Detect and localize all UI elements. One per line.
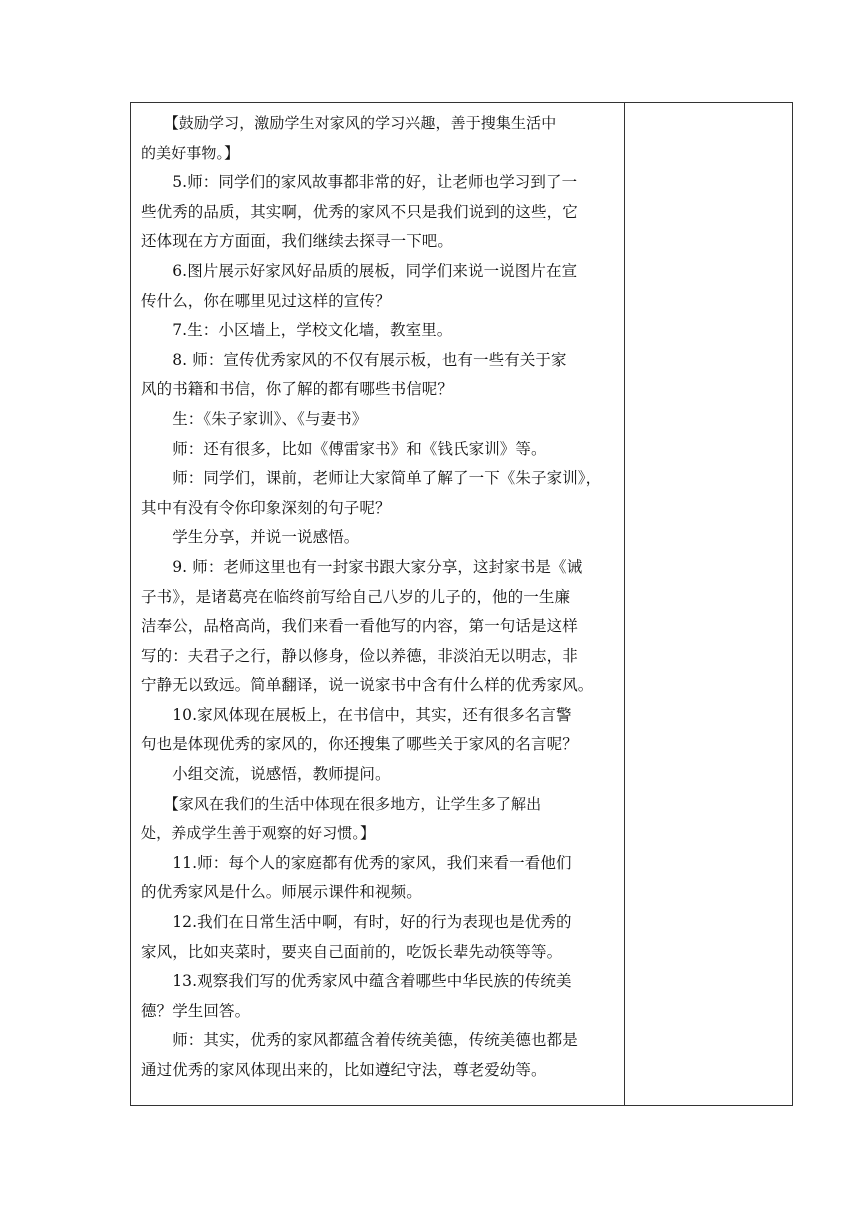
text-line: 处，养成学生善于观察的好习惯。】: [141, 824, 376, 843]
text-line: 句也是体现优秀的家风的，你还搜集了哪些关于家风的名言呢？: [141, 735, 578, 754]
text-line: 7.生：小区墙上，学校文化墙，教室里。: [141, 321, 453, 340]
lesson-table: [130, 102, 793, 1106]
text-line: 12.我们在日常生活中啊，有时，好的行为表现也是优秀的: [141, 913, 572, 932]
text-line: 师：还有很多，比如《傅雷家书》和《钱氏家训》等。: [141, 439, 547, 458]
text-line: 洁奉公，品格高尚，我们来看一看他写的内容，第一句话是这样: [141, 617, 578, 636]
lesson-content-cell: [131, 103, 624, 1105]
text-line: 德？学生回答。: [141, 1001, 251, 1020]
text-line: 通过优秀的家风体现出来的，比如遵纪守法，尊老爱幼等。: [141, 1061, 547, 1079]
text-line: 子书》，是诸葛亮在临终前写给自己八岁的儿子的，他的一生廉: [141, 587, 571, 606]
text-line: 师：同学们，课前，老师让大家简单了解了一下《朱子家训》，: [141, 469, 602, 488]
text-line: 【家风在我们的生活中体现在很多地方，让学生多了解出: [141, 794, 542, 813]
text-line: 5.师：同学们的家风故事都非常的好，让老师也学习到了一: [141, 173, 578, 192]
text-line: 生：《朱子家训》、《与妻书》: [141, 409, 368, 428]
text-line: 风的书籍和书信，你了解的都有哪些书信呢？: [141, 380, 454, 399]
text-line: 宁静无以致远。简单翻译，说一说家书中含有什么样的优秀家风。: [141, 676, 594, 695]
text-line: 6.图片展示好家风好品质的展板，同学们来说一说图片在宣: [141, 261, 578, 280]
text-line: 的优秀家风是什么。师展示课件和视频。: [141, 883, 422, 902]
text-line: 13.观察我们写的优秀家风中蕴含着哪些中华民族的传统美: [141, 972, 572, 991]
text-line: 写的：夫君子之行，静以修身，俭以养德，非淡泊无以明志，非: [141, 646, 578, 665]
text-line: 8. 师：宣传优秀家风的不仅有展示板，也有一些有关于家: [141, 350, 567, 369]
notes-cell: [625, 103, 792, 1105]
text-line: 师：其实，优秀的家风都蕴含着传统美德，传统美德也都是: [141, 1031, 578, 1050]
text-line: 些优秀的品质，其实啊，优秀的家风不只是我们说到的这些，它: [141, 202, 578, 221]
text-line: 家风，比如夹菜时，要夹自己面前的，吃饭长辈先动筷等等。: [141, 942, 563, 961]
text-line: 传什么，你在哪里见过这样的宣传？: [141, 291, 391, 310]
text-line: 的美好事物。】: [141, 143, 240, 162]
text-line: 9. 师：老师这里也有一封家书跟大家分享，这封家书是《诫: [141, 557, 583, 576]
text-line: 11.师：每个人的家庭都有优秀的家风，我们来看一看他们: [141, 853, 572, 872]
text-line: 小组交流，说感悟，教师提问。: [141, 765, 391, 784]
text-line: 还体现在方方面面，我们继续去探寻一下吧。: [141, 232, 454, 251]
text-line: 学生分享，并说一说感悟。: [141, 528, 360, 547]
text-line: 【鼓励学习，激励学生对家风的学习兴趣，善于搜集生活中: [141, 114, 557, 132]
text-line: 其中有没有令你印象深刻的句子呢？: [141, 498, 391, 517]
text-line: 10.家风体现在展板上，在书信中，其实，还有很多名言警: [141, 705, 572, 724]
